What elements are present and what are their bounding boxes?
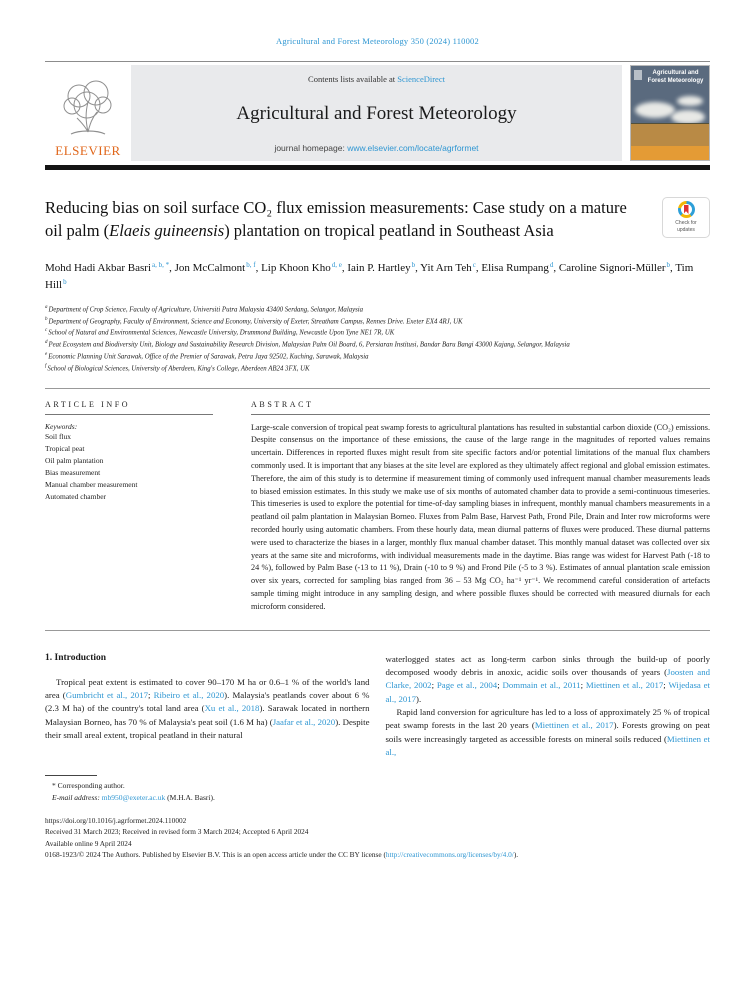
- masthead: [45, 65, 710, 161]
- author: Iain P. Hartley$^b$,: [347, 260, 421, 275]
- email-suffix: (M.H.A. Basri).: [165, 792, 215, 802]
- received-dates: Received 31 March 2023; Received in revised form 3 March 2024; Accepted 6 April 2024: [45, 827, 309, 837]
- abstract-column: [251, 400, 710, 614]
- author-list: [45, 260, 710, 294]
- author: Yit Arn Teh$^c$,: [420, 260, 482, 275]
- cover-cloud: [677, 96, 703, 106]
- introduction-heading: 1. Introduction: [45, 652, 107, 663]
- citation-link[interactable]: Joosten and Clarke, 2002: [385, 666, 711, 691]
- doi-link[interactable]: https://doi.org/10.1016/j.agrformet.2024.110002: [45, 815, 187, 825]
- article-info-column: [45, 400, 225, 614]
- keywords-label: Keywords:: [45, 421, 78, 431]
- citation-link[interactable]: Ribeiro et al., 2020: [153, 689, 225, 700]
- author: Jon McCalmont$^{b, f}$,: [174, 260, 262, 275]
- available-online: Available online 9 April 2024: [45, 838, 132, 848]
- masthead-bottom-bar: [45, 165, 710, 170]
- article-info-rule: [45, 414, 213, 415]
- sciencedirect-link[interactable]: ScienceDirect: [397, 74, 445, 84]
- check-for-updates-badge[interactable]: [662, 197, 710, 238]
- author: Caroline Signori-Müller$^b$,: [558, 260, 676, 275]
- keyword: Manual chamber measurement: [45, 479, 138, 489]
- body-columns: [45, 653, 710, 760]
- masthead-center: [131, 65, 622, 161]
- email-link[interactable]: mb950@exeter.ac.uk: [101, 792, 166, 802]
- title-row: [45, 197, 710, 243]
- copyright-text: 0168-1923/© 2024 The Authors. Published by Elsevier B.V. This is an open access article under the CC BY license (: [45, 849, 386, 859]
- author-affiliation-sup[interactable]: a, b, *: [152, 260, 170, 269]
- elsevier-wordmark: ELSEVIER: [55, 143, 121, 158]
- article-info-heading: ARTICLE INFO: [45, 399, 131, 409]
- citation-link[interactable]: Xu et al., 2018: [204, 703, 260, 714]
- keyword: Soil flux: [45, 431, 72, 441]
- cover-cloud: [635, 102, 675, 118]
- author-affiliation-sup[interactable]: b, f: [246, 260, 256, 269]
- author-affiliation-sup[interactable]: b: [63, 277, 67, 286]
- info-abstract-block: [45, 400, 710, 614]
- citation-link[interactable]: Page et al., 2004: [436, 680, 498, 691]
- copyright-line: [45, 849, 710, 860]
- homepage-line: [137, 143, 616, 153]
- check-updates-label: Check for updates: [675, 220, 697, 233]
- check-updates-ring-icon: [678, 201, 695, 218]
- keyword: Bias measurement: [45, 467, 101, 477]
- keyword: Automated chamber: [45, 491, 107, 501]
- elsevier-logo: [45, 65, 131, 161]
- email-line: [45, 792, 710, 803]
- corresponding-author-note: * Corresponding author.: [52, 781, 125, 791]
- citation-link[interactable]: Miettinen et al.,: [385, 733, 710, 758]
- keyword: Oil palm plantation: [45, 455, 104, 465]
- intro-paragraph: Tropical peat extent is estimated to cover 90–170 M ha or 0.6–1 % of the world's land area (Gumbricht et al., 2017; Ribeiro et al., 2020). Malaysia's peatlands cover about 6 % (2.3 M ha) of the country's total land area (Xu et al., 2018). Sarawak located in northern Malaysian Borneo, has 70 % of Malaysia's peat soil (1.6 M ha) (Jaafar et al., 2020). Despite their small areal extent, tropical peatland in their natural: [45, 676, 370, 741]
- citation-header: Agricultural and Forest Meteorology 350 (2024) 110002: [276, 36, 479, 46]
- citation-link[interactable]: Dommain et al., 2011: [502, 680, 581, 691]
- title-species-italic: Elaeis guineensis: [109, 220, 225, 240]
- author-affiliation-sup[interactable]: d: [549, 260, 554, 269]
- copyright-suffix: ).: [513, 849, 519, 859]
- affiliation-line: $^e$Economic Planning Unit Sarawak, Office of the Premier of Sarawak, Petra Jaya 92502, Kuching, Sarawak, Malaysia: [45, 352, 369, 361]
- citation-link[interactable]: Gumbricht et al., 2017: [65, 689, 148, 700]
- footnote-block: [45, 775, 710, 803]
- license-link[interactable]: http://creativecommons.org/licenses/by/4.0/: [385, 849, 514, 859]
- email-label: E-mail address:: [52, 792, 100, 802]
- section-divider: [45, 388, 710, 389]
- bookmark-icon: [684, 205, 689, 214]
- author: Mohd Hadi Akbar Basri$^{a, b, *}$,: [45, 260, 175, 275]
- body-right-column: [386, 653, 711, 760]
- author: Lip Khoon Kho$^{d, e}$,: [261, 260, 348, 275]
- intro-paragraph-continued: waterlogged states act as long-term carbon sinks through the build-up of poorly decomposed woody debris in anoxic, acidic soils over thousands of years (Joosten and Clarke, 2002; Page et al., 2004; Dommain et al., 2011; Miettinen et al., 2017; Wijedasa et al., 2017).: [385, 653, 711, 704]
- abstract-bottom-divider: [45, 630, 710, 631]
- author-affiliation-sup[interactable]: b: [411, 260, 416, 269]
- header-divider: [45, 61, 710, 62]
- author: Elisa Rumpang$^d$,: [481, 260, 559, 275]
- keyword: Tropical peat: [45, 443, 85, 453]
- cover-title: Agricultural and Forest Meteorology: [647, 70, 704, 84]
- contents-line: [137, 74, 616, 84]
- body-left-column: [45, 653, 370, 760]
- citation-link[interactable]: Miettinen et al., 2017: [585, 680, 664, 691]
- abstract-text: Large-scale conversion of tropical peat swamp forests to agricultural plantations has resulted in substantial carbon dioxide (CO₂) emissions. Despite consensus on the importance of these emissions, the cause of the large range in the magnitudes of reported values remains uncertain. Differences in reported fluxes might result from site specific factors and/or potential limitations of the manual flux chambers commonly used. It is important that any biases at the site level are explored as they ultimately affect regional and global emission estimates. Therefore, the aim of this study is to determine if measurement timing of commonly used infrequent manual chamber measurements leads to biased emission estimates. In this study we make use of six months of automated chamber data to provide a semi-continuous timeseries. This timeseries is used to explore the potential for time-of-day sampling biases in infrequent, monthly manual chambers measurements in a peatland oil palm plantation in Malaysian Borneo. Fluxes from Palm Base, Harvest Path, Frond Pile, Drain and Inter row microforms were recorded hourly using automatic chambers. From these hourly data, mean diurnal patterns of fluxes were produced. These diurnal patterns were used to characterize the biases in a larger, monthly flux manual chamber dataset. This monthly manual dataset was collected over six years at the same site and microforms, with individual measurements made in the daytime. Bias range was widest for Harvest Path (-18 to 24 %), followed by Palm Base (-13 to 11 %), Drain (-10 to 9 %) and Frond Pile (-5 to 3 %). Estimates of annual plantation scale emission over six years, corrected for sampling bias ranged from 36 – 53 Mg CO₂ ha⁻¹ yr⁻¹. We recommend careful consideration of artefacts sample timing might introduce in any sampling design, and where possible fluxes should be corrected with measured diurnals for each microform considered.: [251, 422, 710, 611]
- cover-field: [631, 124, 709, 146]
- homepage-link[interactable]: www.elsevier.com/locate/agrformet: [347, 143, 479, 153]
- footnote-rule: [45, 775, 97, 776]
- abstract-heading: ABSTRACT: [251, 399, 314, 409]
- cover-cloud: [671, 110, 705, 124]
- affiliation-line: $^c$School of Natural and Environmental Sciences, Newcastle University, Drummond Building, Newcastle Upon Tyne NE1 7R, UK: [45, 328, 395, 337]
- affiliation-line: $^b$Department of Geography, Faculty of Environment, Science and Economy, University of Exeter, Streatham Campus, Rennes Drive. Exeter EX4 4RJ, UK: [45, 316, 463, 325]
- author-affiliation-sup[interactable]: d, e: [331, 260, 342, 269]
- abstract-rule: [251, 414, 710, 415]
- citation-link[interactable]: Jaafar et al., 2020: [272, 716, 336, 727]
- affiliation-line: $^d$Peat Ecosystem and Biodiversity Unit, Biology and Sustainability Research Division, Malaysian Palm Oil Board, 6, Persiaran Institusi, Bandar Baru Bangi 43000 Kajang, Selangor, Malaysia: [45, 340, 570, 349]
- cover-logo-mark: [634, 70, 642, 80]
- affiliation-list: [45, 304, 710, 375]
- citation-link[interactable]: Miettinen et al., 2017: [534, 720, 614, 731]
- footer-block: [45, 815, 710, 860]
- affiliation-line: $^f$School of Biological Sciences, University of Aberdeen, King's College, Aberdeen AB24 3FX, UK: [45, 363, 310, 373]
- author: Tim Hill$^b$: [45, 262, 694, 292]
- contents-prefix: Contents lists available at: [308, 74, 398, 84]
- homepage-prefix: journal homepage:: [274, 143, 348, 153]
- title-text: Reducing bias on soil surface CO₂ flux emission measurements: Case study on a mature oil palm (: [45, 198, 627, 240]
- cover-bottom-band: [631, 146, 709, 160]
- journal-cover-thumbnail[interactable]: [630, 65, 710, 161]
- intro-paragraph-2: Rapid land conversion for agriculture has led to a loss of approximately 25 % of tropical peat swamp forests in the last 20 years (Miettinen et al., 2017). Forests growing on peat soils were increasingly targeted as accessible forests on mineral soils reduced (Miettinen et al.,: [385, 707, 710, 758]
- affiliation-line: $^a$Department of Crop Science, Faculty of Agriculture, Universiti Putra Malaysia 43400 Serdang, Selangor, Malaysia: [45, 304, 364, 314]
- article-title: [45, 197, 644, 243]
- author-affiliation-sup[interactable]: c: [472, 260, 476, 269]
- keywords-list: [45, 431, 225, 503]
- title-text-end: ) plantation on tropical peatland in Southeast Asia: [224, 220, 554, 240]
- elsevier-tree-logo-icon: [59, 78, 117, 140]
- journal-title: Agricultural and Forest Meteorology: [236, 102, 517, 124]
- author-affiliation-sup[interactable]: b: [666, 260, 671, 269]
- citation-link[interactable]: Wijedasa et al., 2017: [385, 680, 711, 704]
